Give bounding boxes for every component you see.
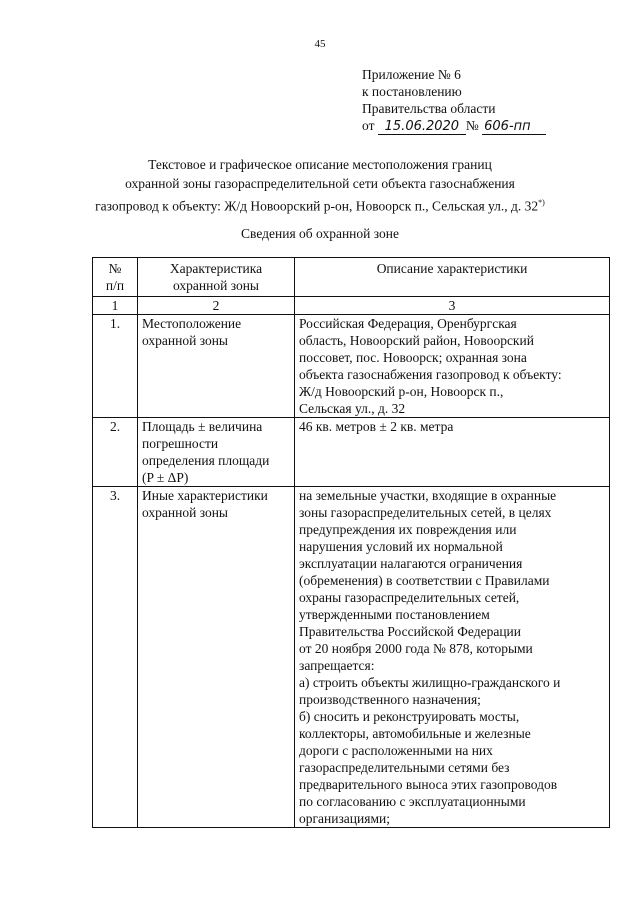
- column-number-2: 2: [138, 297, 295, 315]
- page-number: 45: [314, 38, 326, 50]
- table-header-row: [93, 258, 610, 297]
- appendix-date-line: [362, 117, 546, 135]
- title-line-3: [40, 193, 600, 216]
- appendix-line-3: Правительства области: [362, 101, 496, 116]
- header-characteristic: Характеристика охранной зоны: [138, 258, 295, 297]
- column-number-row: [93, 297, 610, 315]
- title-line-1: Текстовое и графическое описание местоположения границ: [148, 157, 492, 172]
- section-subtitle: Сведения об охранной зоне: [241, 226, 399, 241]
- row-description: на земельные участки, входящие в охранные зоны газораспределительных сетей, в целях предупреждения их повреждения или нарушения условий их нормальной эксплуатации налагаются ограничения (обременения) в соответствии с Правилами охраны газораспределительных сетей, утвержденными постановлением Правительства Российской Федерации от 20 ноября 2000 года № 878, которыми запрещается: а) строить объекты жилищно-гражданского и производственного назначения; б) сносить и реконструировать мосты, коллекторы, автомобильные и железные дороги с расположенными на них газораспределительными сетями без предварительного выноса этих газопроводов по согласованию с эксплуатационными организациями;: [295, 487, 610, 828]
- row-number: 1.: [93, 315, 138, 418]
- row-description: 46 кв. метров ± 2 кв. метра: [295, 418, 610, 487]
- row-characteristic: Иные характеристики охранной зоны: [138, 487, 295, 828]
- header-number: № п/п: [93, 258, 138, 297]
- column-number-3: 3: [295, 297, 610, 315]
- title-line-3-text: газопровод к объекту: Ж/д Новоорский р-он, Новоорск п., Сельская ул., д. 32: [95, 198, 539, 214]
- table-row: [93, 418, 610, 487]
- table-row: [93, 487, 610, 828]
- row-number: 2.: [93, 418, 138, 487]
- number-sign: №: [465, 118, 479, 133]
- footnote-mark: *): [538, 198, 545, 207]
- header-description: Описание характеристики: [295, 258, 610, 297]
- row-number: 3.: [93, 487, 138, 828]
- appendix-line-1: Приложение № 6: [362, 67, 461, 82]
- table-row: [93, 315, 610, 418]
- handwritten-date: 15.06.2020: [378, 120, 466, 135]
- appendix-block: [362, 66, 546, 135]
- title-line-2: охранной зоны газораспределительной сети объекта газоснабжения: [125, 176, 515, 191]
- row-characteristic: Местоположение охранной зоны: [138, 315, 295, 418]
- column-number-1: 1: [93, 297, 138, 315]
- ot-label: от: [362, 118, 375, 133]
- row-description: Российская Федерация, Оренбургская область, Новоорский район, Новоорский поссовет, пос. Новоорск; охранная зона объекта газоснабжения газопровод к объекту: Ж/д Новоорский р-он, Новоорск п., Сельская ул., д. 32: [295, 315, 610, 418]
- row-characteristic: Площадь ± величина погрешности определения площади (P ± ΔP): [138, 418, 295, 487]
- document-title: [40, 155, 600, 216]
- appendix-line-2: к постановлению: [362, 84, 462, 99]
- protection-zone-table: [92, 257, 610, 828]
- handwritten-number: 606-пп: [482, 120, 546, 135]
